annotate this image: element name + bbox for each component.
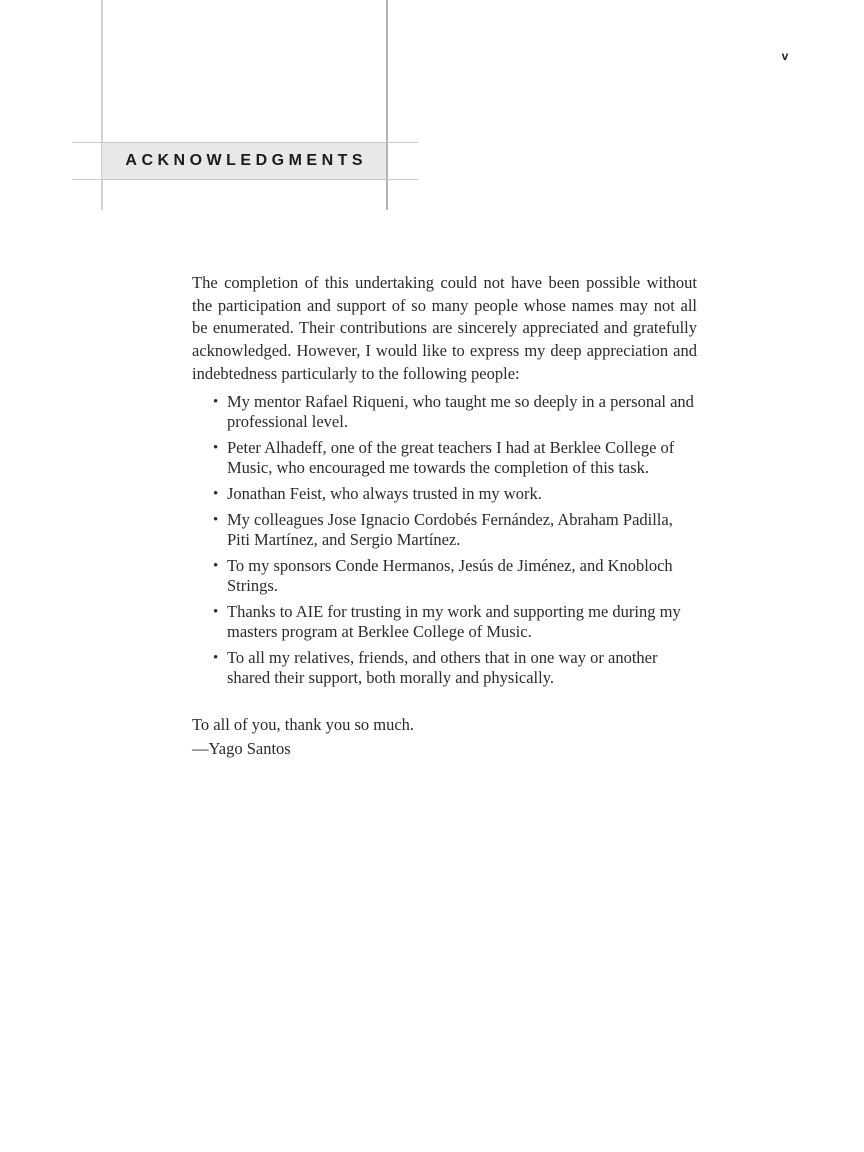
bullet-icon: • [213,603,219,620]
bullet-icon: • [213,557,219,574]
signature: —Yago Santos [192,738,291,758]
page-number: v [781,49,789,63]
page-content [192,272,697,760]
list-item [213,437,697,479]
list-item-text: My colleagues Jose Ignacio Cordobés Fernández, Abraham Padilla, Piti Martínez, and Sergio Martínez. [227,509,673,549]
list-item-text: Thanks to AIE for trusting in my work and supporting me during my masters program at Berklee College of Music. [227,601,681,641]
bullet-icon: • [213,485,219,502]
list-item-text: Jonathan Feist, who always trusted in my work. [227,483,542,503]
list-item [213,509,697,551]
bullet-icon: • [213,511,219,528]
chapter-title-band [102,143,386,179]
list-item [213,555,697,597]
bullet-icon: • [213,649,219,666]
list-item-text: To my sponsors Conde Hermanos, Jesús de Jiménez, and Knobloch Strings. [227,555,673,595]
horizontal-rule-bottom [72,179,418,180]
closing-block [192,713,697,760]
list-item [213,391,697,433]
list-item [213,601,697,643]
list-item-text: My mentor Rafael Riqueni, who taught me so deeply in a personal and professional level. [227,391,694,431]
list-item [213,647,697,689]
bullet-icon: • [213,439,219,456]
bullet-icon: • [213,393,219,410]
acknowledgment-list [192,392,697,689]
list-item-text: To all my relatives, friends, and others that in one way or another shared their support, both morally and physically. [227,647,658,688]
list-item [213,483,697,504]
intro-paragraph: The completion of this undertaking could not have been possible without the participation and support of so many people whose names may not all be enumerated. Their contributions are sincerely appreciated and gratefully acknowledged. However, I would like to express my deep appreciation and indebtedness particularly to the following people: [192,273,697,383]
closing-line: To all of you, thank you so much. [192,715,415,735]
list-item-text: Peter Alhadeff, one of the great teachers I had at Berklee College of Music, who encouraged me towards the completion of this task. [227,437,675,477]
chapter-title: ACKNOWLEDGMENTS [125,152,368,169]
